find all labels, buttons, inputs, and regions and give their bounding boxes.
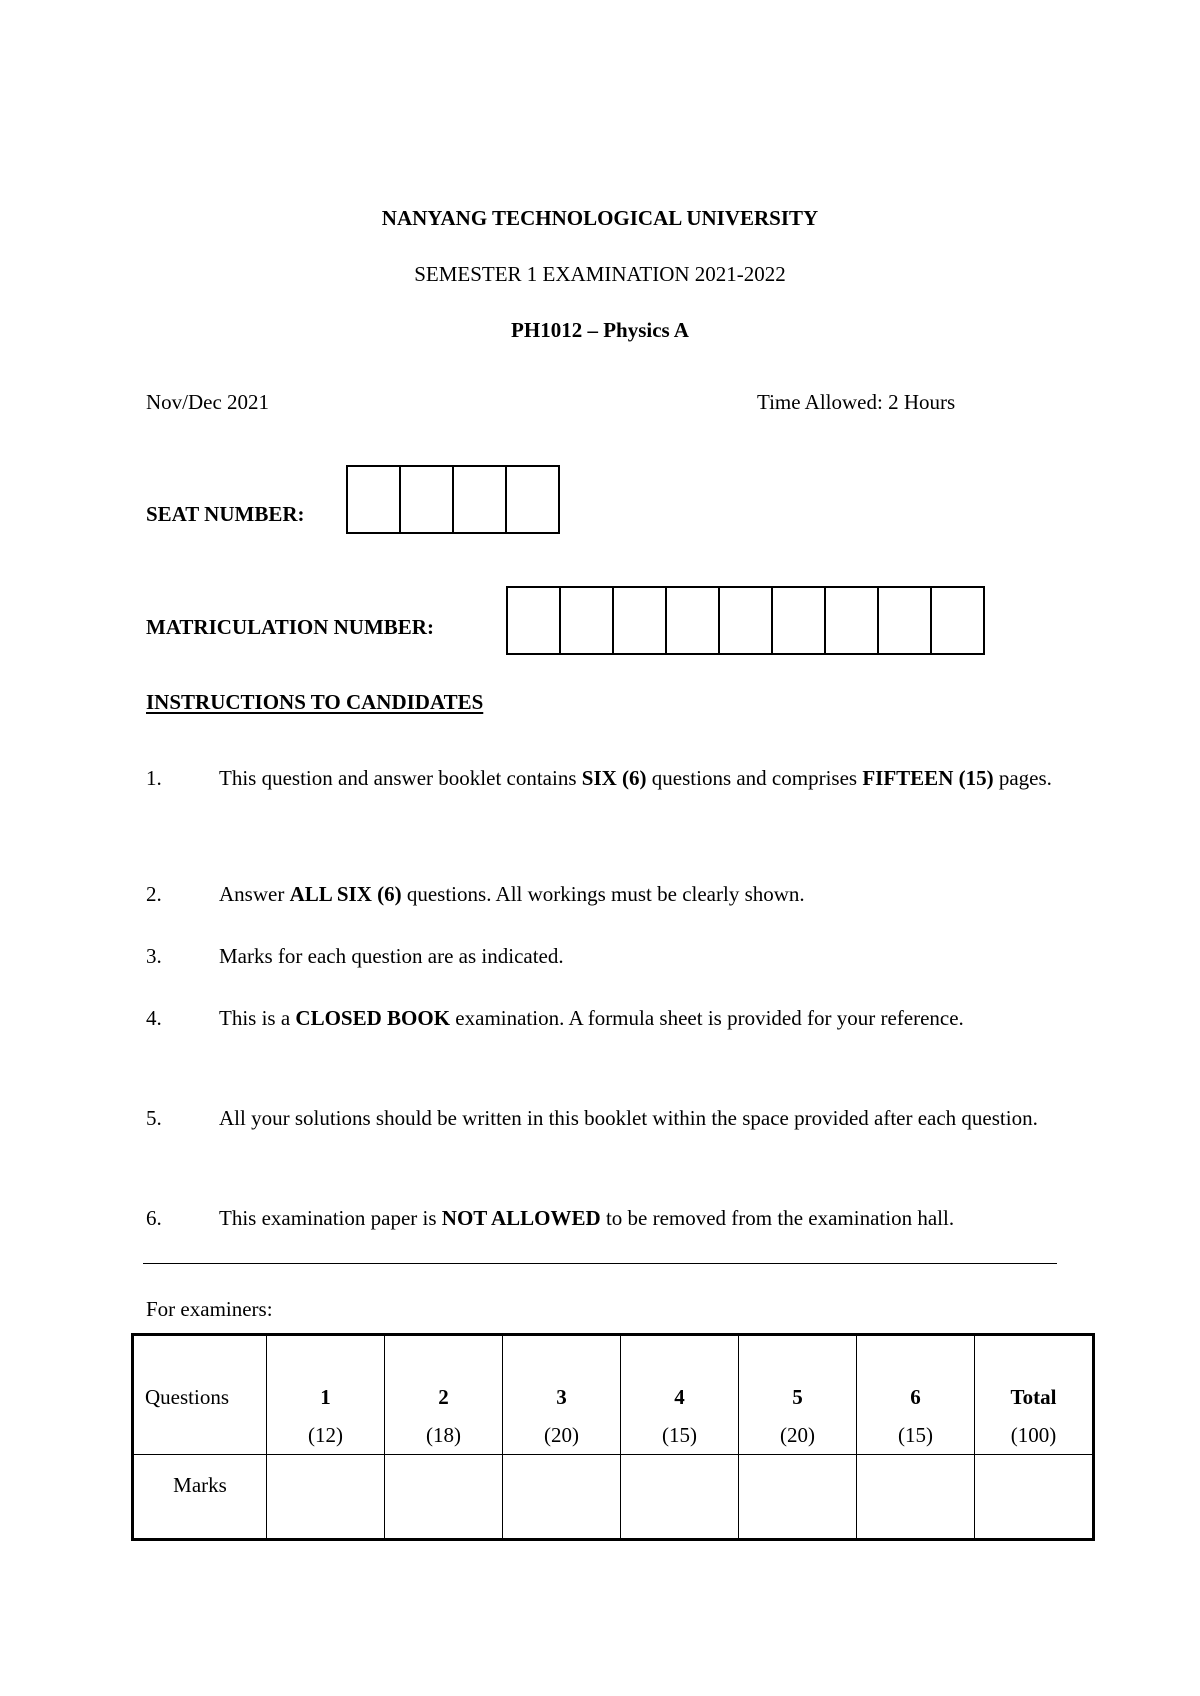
questions-row — [133, 1335, 1094, 1455]
matriculation-number-box[interactable] — [667, 588, 720, 653]
matriculation-number-label: MATRICULATION NUMBER: — [146, 615, 434, 639]
instruction-number: 6. — [146, 1206, 162, 1230]
matriculation-number-box[interactable] — [773, 588, 826, 653]
instruction-fragment: Marks for each question are as indicated. — [219, 944, 564, 968]
question-header — [739, 1336, 856, 1454]
exam-date: Nov/Dec 2021 — [146, 390, 270, 414]
instruction-number: 4. — [146, 1006, 162, 1030]
seat-number-box[interactable] — [348, 467, 401, 532]
exam-title: SEMESTER 1 EXAMINATION 2021-2022 — [414, 262, 786, 286]
matriculation-number-box[interactable] — [508, 588, 561, 653]
seat-number-box[interactable] — [454, 467, 507, 532]
matriculation-number-box[interactable] — [561, 588, 614, 653]
instruction-emphasis: NOT ALLOWED — [441, 1206, 601, 1230]
instruction-text — [219, 1197, 1069, 1239]
for-examiners-label: For examiners: — [146, 1297, 273, 1321]
question-header-cell — [621, 1335, 739, 1455]
question-header-cell — [857, 1335, 975, 1455]
marks-entry-cell[interactable] — [621, 1455, 739, 1540]
instruction-emphasis: SIX (6) — [581, 766, 647, 790]
instruction-number: 3. — [146, 944, 162, 968]
question-header — [503, 1336, 620, 1454]
instruction-fragment: pages. — [993, 766, 1052, 790]
instruction-text — [219, 997, 1069, 1039]
course-title: PH1012 – Physics A — [511, 318, 689, 342]
marks-entry-cell[interactable] — [857, 1455, 975, 1540]
question-header-cell — [975, 1335, 1094, 1455]
question-max-marks: (100) — [1010, 1423, 1057, 1447]
matriculation-number-boxes[interactable] — [506, 586, 985, 655]
instruction-fragment: Answer — [219, 882, 290, 906]
marks-entry-cell[interactable] — [385, 1455, 503, 1540]
question-max-marks: (15) — [662, 1423, 697, 1447]
instruction-fragment: All your solutions should be written in this booklet within the space provided after each question. — [219, 1106, 1038, 1130]
instruction-number: 2. — [146, 882, 162, 906]
matriculation-number-box[interactable] — [826, 588, 879, 653]
question-max-marks: (20) — [544, 1423, 579, 1447]
instruction-emphasis: ALL SIX (6) — [289, 882, 402, 906]
question-header — [975, 1336, 1092, 1454]
question-header — [267, 1336, 384, 1454]
question-max-marks: (18) — [426, 1423, 461, 1447]
marks-entry-cell[interactable] — [267, 1455, 385, 1540]
seat-number-box[interactable] — [507, 467, 558, 532]
instruction-text — [219, 1097, 1069, 1139]
question-number: 1 — [320, 1385, 331, 1409]
question-number: 5 — [792, 1385, 803, 1409]
question-number: 3 — [556, 1385, 567, 1409]
marks-entry-cell[interactable] — [975, 1455, 1094, 1540]
question-max-marks: (15) — [898, 1423, 933, 1447]
instructions-title: INSTRUCTIONS TO CANDIDATES — [146, 690, 484, 714]
instruction-emphasis: FIFTEEN (15) — [862, 766, 994, 790]
instruction-fragment: This is a — [219, 1006, 296, 1030]
instruction-text — [219, 757, 1069, 799]
question-number: 6 — [910, 1385, 921, 1409]
question-number: 2 — [438, 1385, 449, 1409]
question-header-cell — [739, 1335, 857, 1455]
marks-label-text: Marks — [173, 1473, 227, 1497]
marks-row-label — [133, 1455, 267, 1540]
question-header — [621, 1336, 738, 1454]
marks-row — [133, 1455, 1094, 1540]
marks-entry-cell[interactable] — [739, 1455, 857, 1540]
question-max-marks: (20) — [780, 1423, 815, 1447]
question-header-cell — [267, 1335, 385, 1455]
seat-number-label: SEAT NUMBER: — [146, 502, 305, 526]
marks-entry-cell[interactable] — [503, 1455, 621, 1540]
seat-number-boxes[interactable] — [346, 465, 560, 534]
instruction-fragment: This examination paper is — [219, 1206, 442, 1230]
questions-label-text: Questions — [145, 1385, 229, 1409]
matriculation-number-box[interactable] — [932, 588, 983, 653]
question-header — [857, 1336, 974, 1454]
university-name: NANYANG TECHNOLOGICAL UNIVERSITY — [381, 206, 819, 230]
instruction-fragment: questions and comprises — [646, 766, 863, 790]
question-max-marks: (12) — [308, 1423, 343, 1447]
instruction-fragment: examination. A formula sheet is provided for your reference. — [450, 1006, 964, 1030]
divider-line — [143, 1263, 1057, 1264]
question-header-cell — [385, 1335, 503, 1455]
question-number: 4 — [674, 1385, 685, 1409]
instruction-number: 5. — [146, 1106, 162, 1130]
matriculation-number-box[interactable] — [614, 588, 667, 653]
question-header — [385, 1336, 502, 1454]
question-number: Total — [1010, 1385, 1057, 1409]
seat-number-box[interactable] — [401, 467, 454, 532]
instruction-text — [219, 873, 1069, 915]
questions-row-label — [133, 1335, 267, 1455]
instruction-emphasis: CLOSED BOOK — [295, 1006, 451, 1030]
examiners-marks-table — [131, 1333, 1095, 1541]
instruction-fragment: questions. All workings must be clearly shown. — [401, 882, 805, 906]
time-allowed: Time Allowed: 2 Hours — [757, 390, 956, 414]
instruction-fragment: to be removed from the examination hall. — [600, 1206, 955, 1230]
question-header-cell — [503, 1335, 621, 1455]
matriculation-number-box[interactable] — [879, 588, 932, 653]
instruction-number: 1. — [146, 766, 162, 790]
instruction-text — [219, 935, 1069, 977]
matriculation-number-box[interactable] — [720, 588, 773, 653]
instruction-fragment: This question and answer booklet contains — [219, 766, 582, 790]
